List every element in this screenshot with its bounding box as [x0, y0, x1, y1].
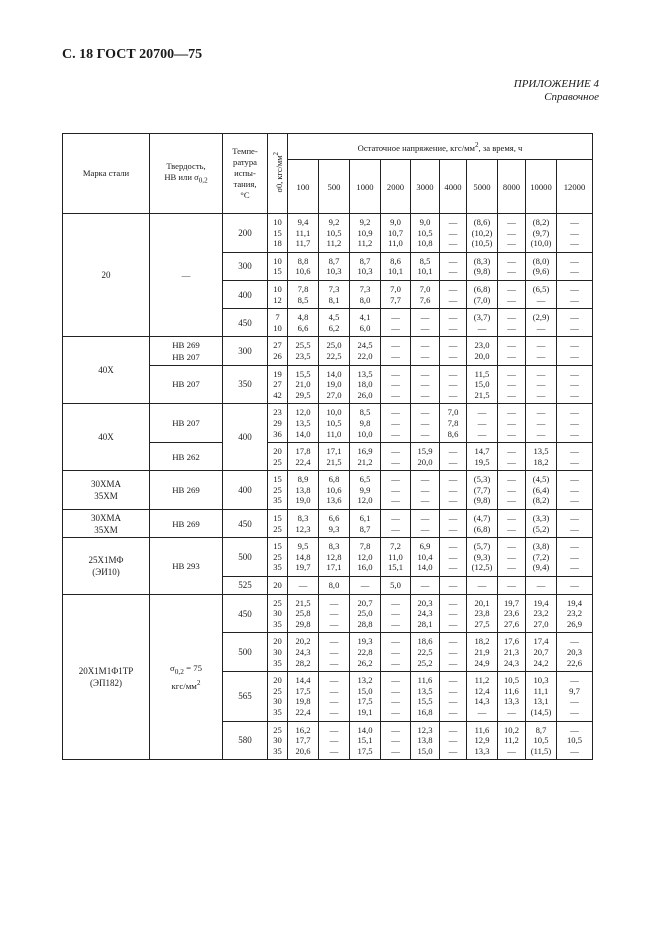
temp-cell: 300 — [223, 252, 268, 280]
sigma-cell: 15 25 35 — [268, 471, 288, 510]
hour-header: 100 — [288, 160, 319, 214]
value-cell: 8,7 10,3 — [350, 252, 381, 280]
value-cell: 4,5 6,2 — [319, 309, 350, 337]
value-cell: 9,2 10,5 11,2 — [319, 214, 350, 253]
value-cell: — — — [557, 309, 593, 337]
value-cell: 11,2 12,4 14,3 — — [467, 672, 498, 721]
grade-cell: 30ХМА 35ХМ — [63, 510, 150, 538]
value-cell: 7,2 11,0 15,1 — [381, 538, 411, 577]
value-cell: (5,7) (9,3) (12,5) — [467, 538, 498, 577]
table-row — [63, 471, 593, 510]
value-cell: 6,6 9,3 — [319, 510, 350, 538]
temp-cell: 400 — [223, 280, 268, 308]
temp-cell: 200 — [223, 214, 268, 253]
value-cell: 10,3 11,1 13,1 (14,5) — [526, 672, 557, 721]
sigma-cell: 27 26 — [268, 337, 288, 365]
sigma-cell: 7 10 — [268, 309, 288, 337]
grade-cell: 25Х1МФ (ЭИ10) — [63, 538, 150, 594]
sigma-cell: 20 — [268, 577, 288, 595]
value-cell: — — — — [319, 633, 350, 672]
value-cell: 17,4 20,7 24,2 — [526, 633, 557, 672]
value-cell: 6,5 9,9 12,0 — [350, 471, 381, 510]
value-cell: (8,0) (9,6) — [526, 252, 557, 280]
value-cell: — — — — [498, 404, 526, 443]
value-cell: — — — — [411, 404, 440, 443]
stress-relaxation-table — [62, 133, 593, 760]
value-cell: 6,1 8,7 — [350, 510, 381, 538]
value-cell: — — [467, 577, 498, 595]
value-cell: (4,5) (6,4) (8,2) — [526, 471, 557, 510]
grade-cell: 40Х — [63, 337, 150, 404]
hardness-cell: НВ 269 — [150, 471, 223, 510]
value-cell: — — — — [557, 365, 593, 404]
value-cell: 7,3 8,0 — [350, 280, 381, 308]
sigma-cell: 20 25 — [268, 443, 288, 471]
value-cell: — — [411, 577, 440, 595]
value-cell: — — — — [557, 404, 593, 443]
value-cell: — — — — [440, 538, 467, 577]
hour-header: 12000 — [557, 160, 593, 214]
value-cell: (8,2) (9,7) (10,0) — [526, 214, 557, 253]
sigma-cell: 10 12 — [268, 280, 288, 308]
value-cell: — — — [381, 309, 411, 337]
value-cell: — — — — [498, 538, 526, 577]
value-cell: — — — — [440, 365, 467, 404]
value-cell: 12,3 13,8 15,0 — [411, 721, 440, 760]
value-cell: — — — [411, 510, 440, 538]
value-cell: 20,2 24,3 28,2 — [288, 633, 319, 672]
value-cell: 20,1 23,8 27,5 — [467, 594, 498, 633]
hardness-cell: НВ 269 НВ 207 — [150, 337, 223, 365]
value-cell: — — — [498, 443, 526, 471]
value-cell: 17,8 22,4 — [288, 443, 319, 471]
value-cell: 20,3 24,3 28,1 — [411, 594, 440, 633]
value-cell: — — — [498, 309, 526, 337]
value-cell: — 10,5 — — [557, 721, 593, 760]
value-cell: — — — — [319, 594, 350, 633]
value-cell: 13,5 18,0 26,0 — [350, 365, 381, 404]
value-cell: — — — [440, 443, 467, 471]
value-cell: 19,4 23,2 27,0 — [526, 594, 557, 633]
value-cell: 7,0 7,7 — [381, 280, 411, 308]
value-cell: 15,9 20,0 — [411, 443, 440, 471]
value-cell: — — — — [440, 214, 467, 253]
temp-cell: 300 — [223, 337, 268, 365]
value-cell: — — — [557, 510, 593, 538]
value-cell: — — — [381, 443, 411, 471]
value-cell: 21,5 25,8 29,8 — [288, 594, 319, 633]
value-cell: — — [288, 577, 319, 595]
appendix-title: ПРИЛОЖЕНИЕ 4 — [513, 78, 599, 90]
value-cell: — — — [526, 337, 557, 365]
sigma-cell: 20 25 30 35 — [268, 672, 288, 721]
value-cell: — — — — — [440, 672, 467, 721]
hardness-cell: — — [150, 214, 223, 337]
value-cell: — — — — [526, 404, 557, 443]
value-cell: 5,0 — [381, 577, 411, 595]
value-cell: 10,0 10,5 11,0 — [319, 404, 350, 443]
hour-header: 4000 — [440, 160, 467, 214]
value-cell: — — — [557, 337, 593, 365]
hour-header: 5000 — [467, 160, 498, 214]
value-cell: (6,5) — — [526, 280, 557, 308]
table-row — [63, 404, 593, 443]
value-cell: — — — — — [381, 672, 411, 721]
value-cell: — — — [557, 280, 593, 308]
value-cell: — — — — [526, 365, 557, 404]
sigma-cell: 19 27 42 — [268, 365, 288, 404]
value-cell: 23,0 20,0 — [467, 337, 498, 365]
temp-cell: 525 — [223, 577, 268, 595]
grade-cell: 20 — [63, 214, 150, 337]
value-cell: — — — — [440, 633, 467, 672]
value-cell: — — — [440, 510, 467, 538]
value-cell: — — — [411, 309, 440, 337]
value-cell: 11,6 12,9 13,3 — [467, 721, 498, 760]
table-row — [63, 594, 593, 633]
hour-header: 500 — [319, 160, 350, 214]
value-cell: — — — — [440, 721, 467, 760]
value-cell: (8,6) (10,2) (10,5) — [467, 214, 498, 253]
value-cell: 6,9 10,4 14,0 — [411, 538, 440, 577]
hardness-cell: НВ 269 — [150, 510, 223, 538]
value-cell: (3,7) — — [467, 309, 498, 337]
value-cell: 9,4 11,1 11,7 — [288, 214, 319, 253]
value-cell: 7,0 7,8 8,6 — [440, 404, 467, 443]
value-cell: 16,2 17,7 20,6 — [288, 721, 319, 760]
temp-cell: 450 — [223, 594, 268, 633]
hardness-cell: НВ 207 — [150, 404, 223, 443]
value-cell: — — — — [411, 471, 440, 510]
value-cell: — — — [381, 337, 411, 365]
appendix-block — [514, 78, 599, 104]
value-cell: 19,7 23,6 27,6 — [498, 594, 526, 633]
value-cell: 10,5 11,6 13,3 — — [498, 672, 526, 721]
value-cell: — 20,3 22,6 — [557, 633, 593, 672]
grade-cell: 40Х — [63, 404, 150, 471]
value-cell: 8,5 9,8 10,0 — [350, 404, 381, 443]
table-row — [63, 337, 593, 365]
value-cell: — — — — [381, 633, 411, 672]
sigma-cell: 20 30 35 — [268, 633, 288, 672]
value-cell: (2,9) — — [526, 309, 557, 337]
value-cell: 19,4 23,2 26,9 — [557, 594, 593, 633]
hardness-cell: $\sigma_{0,2} = 75$ кгс/$мм^2$ — [150, 594, 223, 760]
value-cell: — — [350, 577, 381, 595]
value-cell: — — — — [381, 594, 411, 633]
hardness-cell: НВ 293 — [150, 538, 223, 594]
temp-cell: 565 — [223, 672, 268, 721]
value-cell: 14,7 19,5 — [467, 443, 498, 471]
value-cell: 8,8 10,6 — [288, 252, 319, 280]
value-cell: 8,6 10,1 — [381, 252, 411, 280]
value-cell: 10,2 11,2 — — [498, 721, 526, 760]
value-cell: 15,5 21,0 29,5 — [288, 365, 319, 404]
value-cell: (3,3) (5,2) — [526, 510, 557, 538]
value-cell: 12,0 13,5 14,0 — [288, 404, 319, 443]
value-cell: (3,8) (7,2) (9,4) — [526, 538, 557, 577]
value-cell: — — — [557, 252, 593, 280]
sigma-cell: 15 25 35 — [268, 538, 288, 577]
value-cell: 8,7 10,5 (11,5) — [526, 721, 557, 760]
value-cell: — — — — [381, 404, 411, 443]
value-cell: 7,3 8,1 — [319, 280, 350, 308]
col-sigma-header: σ0, кгс/$мм^2$ — [268, 134, 288, 214]
value-cell: — — [557, 577, 593, 595]
value-cell: 16,9 21,2 — [350, 443, 381, 471]
hour-header: 2000 — [381, 160, 411, 214]
value-cell: — — — — [440, 594, 467, 633]
sigma-cell: 10 15 — [268, 252, 288, 280]
value-cell: 13,5 18,2 — [526, 443, 557, 471]
value-cell: — — — — — [319, 672, 350, 721]
value-cell: 8,5 10,1 — [411, 252, 440, 280]
sigma-cell: 25 30 35 — [268, 721, 288, 760]
value-cell: 11,5 15,0 21,5 — [467, 365, 498, 404]
temp-cell: 400 — [223, 404, 268, 471]
grade-cell: 20Х1М1Ф1ТР (ЭП182) — [63, 594, 150, 760]
value-cell: — — — [440, 337, 467, 365]
value-cell: 7,0 7,6 — [411, 280, 440, 308]
value-cell: — — — [498, 252, 526, 280]
hour-header: 1000 — [350, 160, 381, 214]
value-cell: — 9,7 — — — [557, 672, 593, 721]
value-cell: 4,8 6,6 — [288, 309, 319, 337]
value-cell: — — — — [381, 471, 411, 510]
temp-cell: 450 — [223, 309, 268, 337]
col-grade-header: Марка стали — [63, 134, 150, 214]
value-cell: 25,0 22,5 — [319, 337, 350, 365]
value-cell: 17,1 21,5 — [319, 443, 350, 471]
hardness-cell: НВ 262 — [150, 443, 223, 471]
value-cell: (5,3) (7,7) (9,8) — [467, 471, 498, 510]
sigma-cell: 10 15 18 — [268, 214, 288, 253]
value-cell: 7,8 8,5 — [288, 280, 319, 308]
value-cell: 8,3 12,3 — [288, 510, 319, 538]
hour-header: 8000 — [498, 160, 526, 214]
table-row — [63, 214, 593, 253]
value-cell: — — — — [381, 365, 411, 404]
temp-cell: 450 — [223, 510, 268, 538]
page-header: С. 18 ГОСТ 20700—75 — [62, 47, 203, 62]
value-cell: — — — — [498, 471, 526, 510]
value-cell: 4,1 6,0 — [350, 309, 381, 337]
sigma-cell: 23 29 36 — [268, 404, 288, 443]
value-cell: — — — [498, 280, 526, 308]
sigma-cell: 15 25 — [268, 510, 288, 538]
value-cell: 9,0 10,5 10,8 — [411, 214, 440, 253]
value-cell: — — [498, 577, 526, 595]
value-cell: 8,9 13,8 19,0 — [288, 471, 319, 510]
value-cell: 8,3 12,8 17,1 — [319, 538, 350, 577]
col-temp-header: Темпе- ратура испы- тания, °С — [223, 134, 268, 214]
value-cell: — — — [498, 337, 526, 365]
value-cell: — — [440, 577, 467, 595]
value-cell: 6,8 10,6 13,6 — [319, 471, 350, 510]
appendix-note: Справочное — [544, 91, 599, 103]
value-cell: — — — [498, 510, 526, 538]
value-cell: — — — — [557, 538, 593, 577]
value-cell: 18,2 21,9 24,9 — [467, 633, 498, 672]
value-cell: — — — [440, 252, 467, 280]
value-cell: — — — [557, 443, 593, 471]
value-cell: — — — — [498, 365, 526, 404]
value-cell: 14,0 15,1 17,5 — [350, 721, 381, 760]
value-cell: 18,6 22,5 25,2 — [411, 633, 440, 672]
value-cell: — — — — [467, 404, 498, 443]
value-cell: 13,2 15,0 17,5 19,1 — [350, 672, 381, 721]
value-cell: 24,5 22,0 — [350, 337, 381, 365]
hardness-cell: НВ 207 — [150, 365, 223, 404]
value-cell: — — — — [440, 471, 467, 510]
value-cell: 25,5 23,5 — [288, 337, 319, 365]
temp-cell: 350 — [223, 365, 268, 404]
value-cell: — — — [440, 309, 467, 337]
value-cell: 9,0 10,7 11,0 — [381, 214, 411, 253]
grade-cell: 30ХМА 35ХМ — [63, 471, 150, 510]
value-cell: 11,6 13,5 15,5 16,8 — [411, 672, 440, 721]
col-group-header: Остаточное напряжение, кгс/$мм^2$, за время, ч — [288, 134, 593, 160]
value-cell: — — — — [381, 721, 411, 760]
value-cell: 19,3 22,8 26,2 — [350, 633, 381, 672]
value-cell: — — — — [411, 365, 440, 404]
col-hardness-header: Твердость, НВ или $\sigma_{0,2}$ — [150, 134, 223, 214]
value-cell: (8,3) (9,8) — [467, 252, 498, 280]
value-cell: — — — — [498, 214, 526, 253]
value-cell: (4,7) (6,8) — [467, 510, 498, 538]
value-cell: 17,6 21,3 24,3 — [498, 633, 526, 672]
value-cell: — — — [440, 280, 467, 308]
value-cell: 14,4 17,5 19,8 22,4 — [288, 672, 319, 721]
value-cell: 20,7 25,0 28,8 — [350, 594, 381, 633]
value-cell: 14,0 19,0 27,0 — [319, 365, 350, 404]
value-cell: 8,7 10,3 — [319, 252, 350, 280]
hour-header: 10000 — [526, 160, 557, 214]
value-cell: — — — — [319, 721, 350, 760]
temp-cell: 580 — [223, 721, 268, 760]
value-cell: — — — [381, 510, 411, 538]
value-cell: — — — [411, 337, 440, 365]
value-cell: 9,5 14,8 19,7 — [288, 538, 319, 577]
value-cell: 7,8 12,0 16,0 — [350, 538, 381, 577]
value-cell: 8,0 — [319, 577, 350, 595]
value-cell: — — [526, 577, 557, 595]
temp-cell: 400 — [223, 471, 268, 510]
value-cell: — — — — [557, 471, 593, 510]
sigma-cell: 25 30 35 — [268, 594, 288, 633]
value-cell: — — — — [557, 214, 593, 253]
value-cell: (6,8) (7,0) — [467, 280, 498, 308]
hour-header: 3000 — [411, 160, 440, 214]
temp-cell: 500 — [223, 633, 268, 672]
table-row — [63, 510, 593, 538]
value-cell: 9,2 10,9 11,2 — [350, 214, 381, 253]
temp-cell: 500 — [223, 538, 268, 577]
table-row — [63, 538, 593, 577]
